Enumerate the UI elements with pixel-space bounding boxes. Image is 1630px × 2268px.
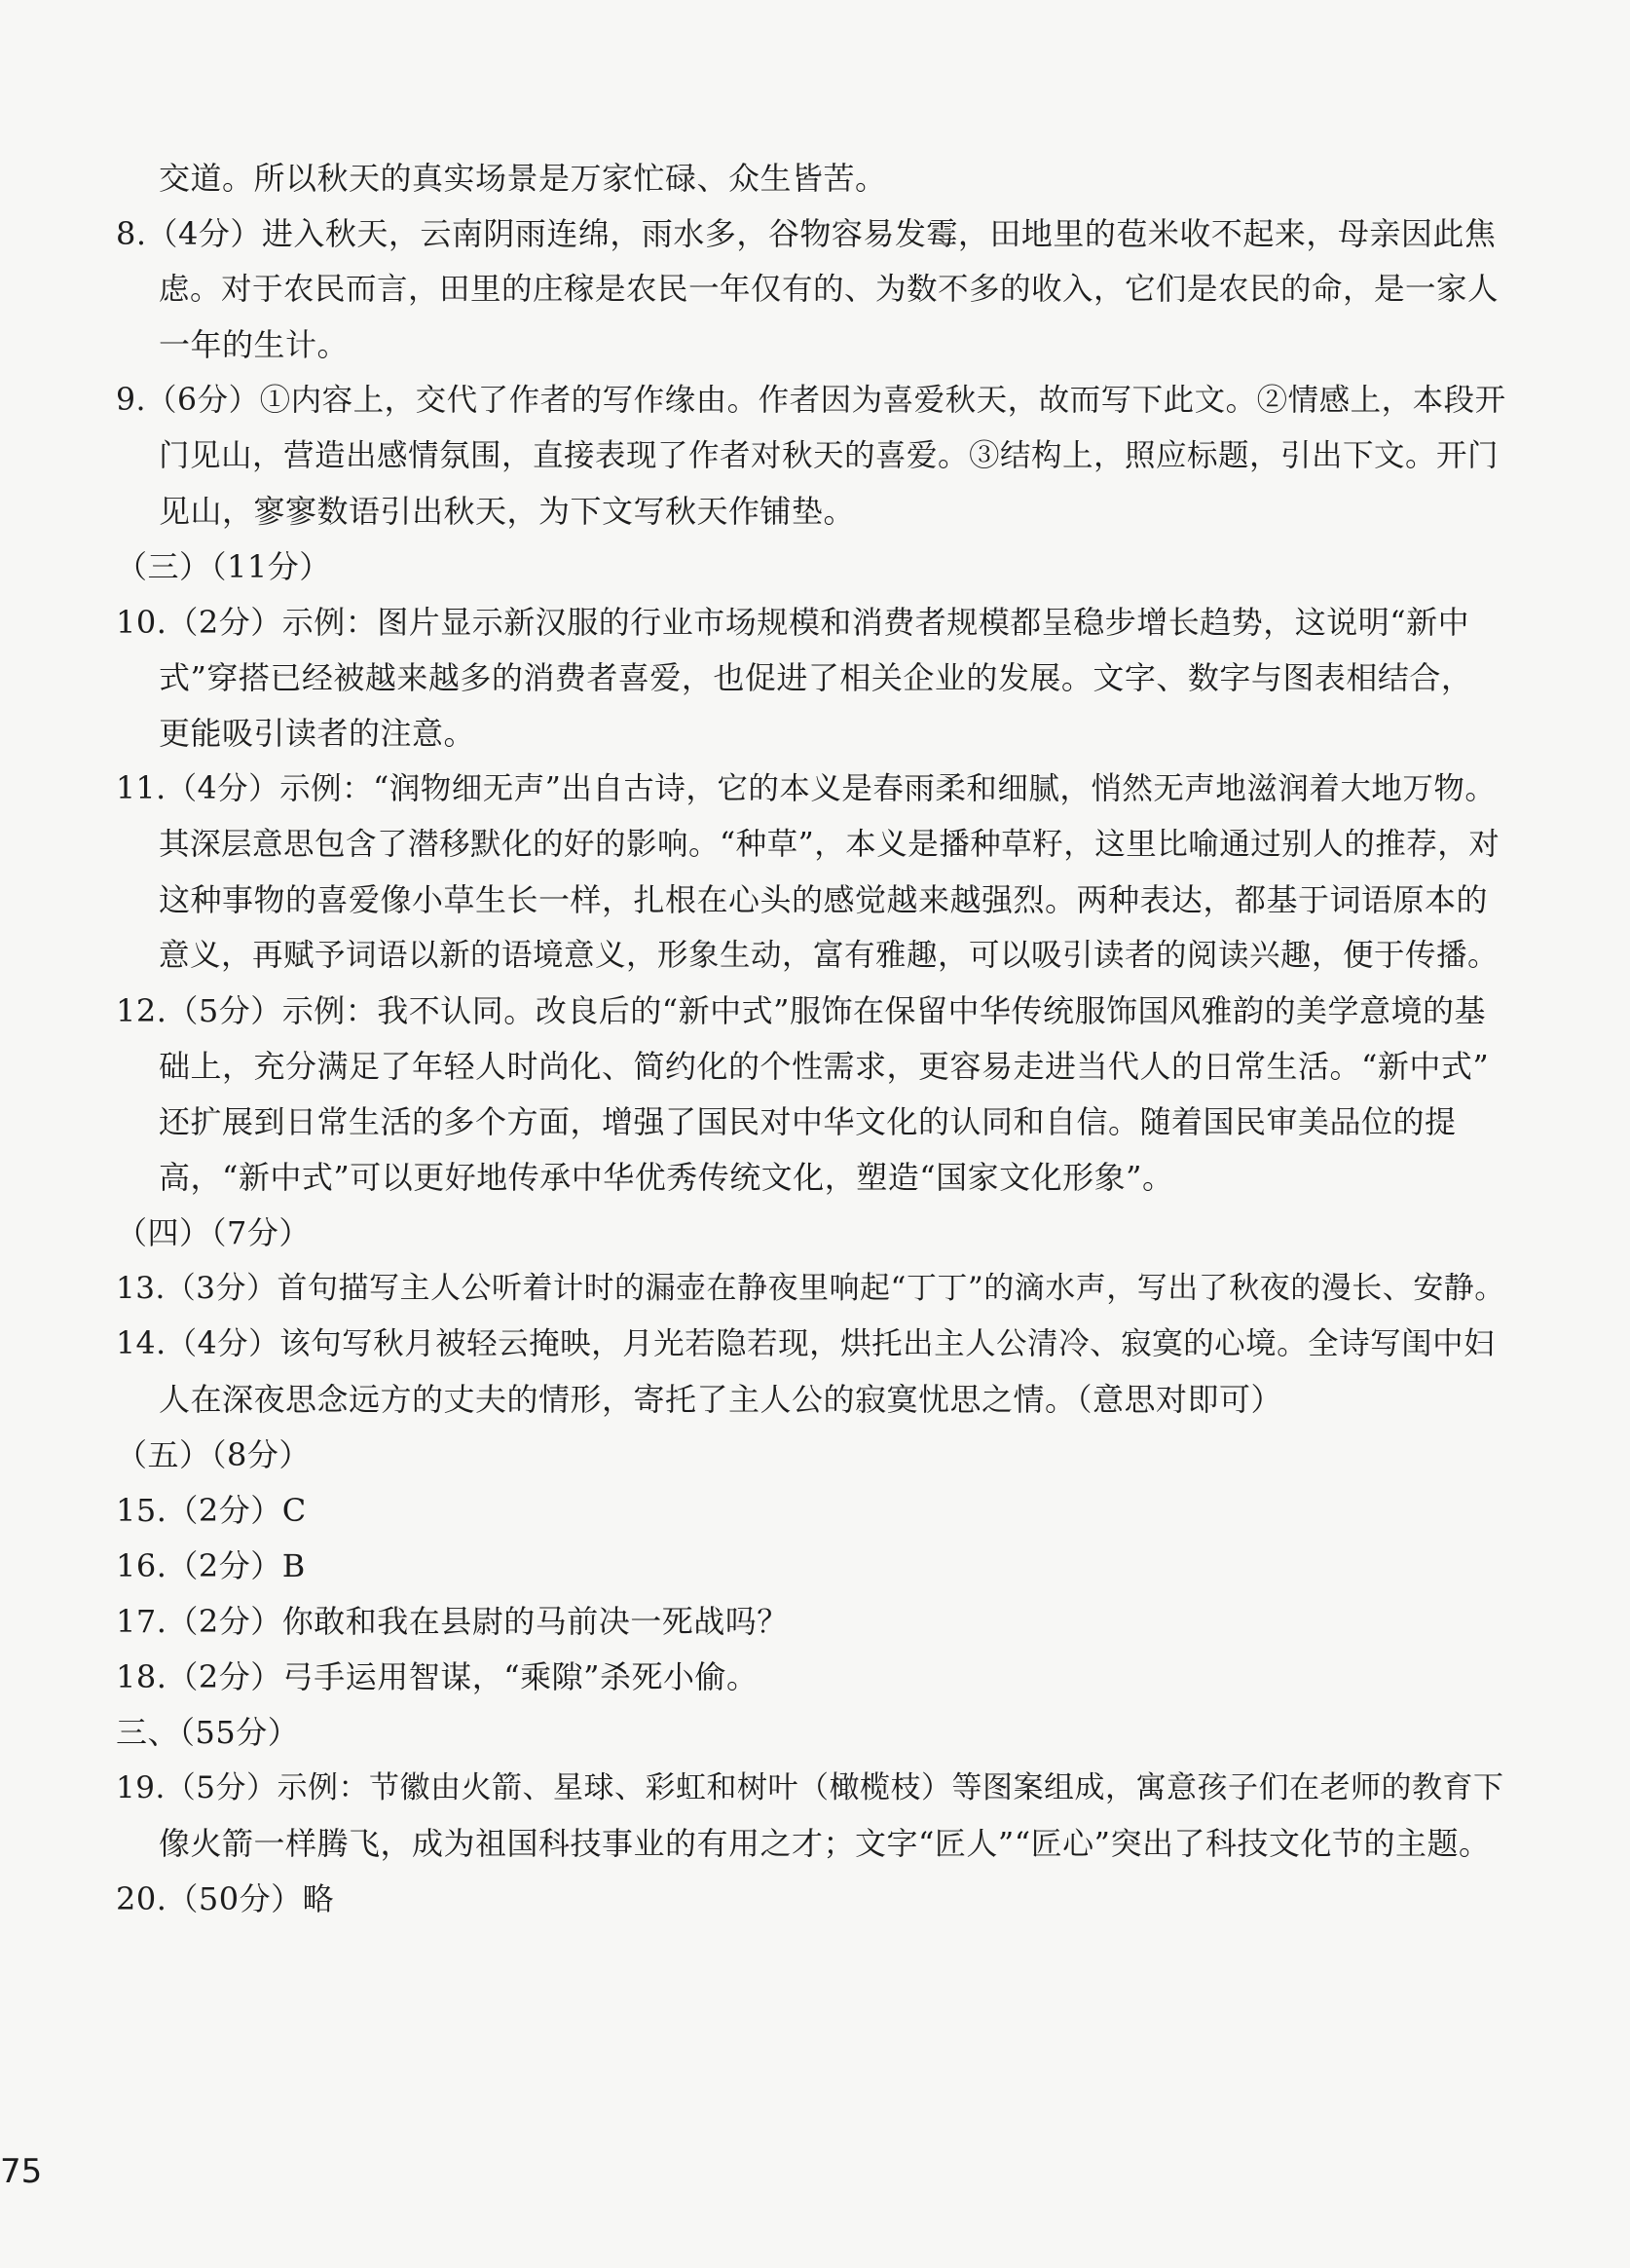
text-line: 像火箭一样腾飞，成为祖国科技事业的有用之才；文字“匠人”“匠心”突出了科技文化节的主题。 [159,1825,1491,1862]
text-line: 还扩展到日常生活的多个方面，增强了国民对中华文化的认同和自信。随着国民审美品位的提 [159,1103,1457,1140]
text-line: 门见山，营造出感情氛围，直接表现了作者对秋天的喜爱。③结构上，照应标题，引出下文。开门 [159,438,1500,473]
text-line: 16.（2分）B [116,1547,306,1584]
text-line: 虑。对于农民而言，田里的庄稼是农民一年仅有的、为数不多的收入，它们是农民的命，是一家人 [159,272,1500,307]
text-line: 更能吸引读者的注意。 [159,715,476,752]
text-line: 一年的生计。 [159,326,350,363]
section-heading: （五）（8分） [116,1436,311,1473]
text-line: 交道。所以秋天的真实场景是万家忙碌、众生皆苦。 [159,160,887,197]
text-line: 础上，充分满足了年轻人时尚化、简约化的个性需求，更容易走进当代人的日常生活。“新中式” [159,1048,1490,1085]
text-line: 18.（2分）弓手运用智谋，“乘隙”杀死小偷。 [116,1658,759,1695]
text-line: 10.（2分）示例：图片显示新汉服的行业市场规模和消费者规模都呈稳步增长趋势，这说明“新中 [116,604,1470,641]
page-number: 75 [0,2152,43,2191]
text-line: 人在深夜思念远方的丈夫的情形，寄托了主人公的寂寞忧思之情。（意思对即可） [159,1381,1283,1418]
text-line: 意义，再赋予词语以新的语境意义，形象生动，富有雅趣，可以吸引读者的阅读兴趣，便于传播。 [159,938,1500,973]
text-line: 17.（2分）你敢和我在县尉的马前决一死战吗？ [116,1603,789,1640]
text-line: 8.（4分）进入秋天，云南阴雨连绵，雨水多，谷物容易发霉，田地里的苞米收不起来，母亲因此焦 [116,215,1497,252]
text-line: 12.（5分）示例：我不认同。改良后的“新中式”服饰在保留中华传统服饰国风雅韵的美学意境的基 [116,992,1486,1029]
section-heading: 三、（55分） [116,1714,300,1751]
text-line: 11.（4分）示例：“润物细无声”出自古诗，它的本义是春雨柔和细腻，悄然无声地滋润着大地万物。 [116,771,1497,806]
text-line: 高，“新中式”可以更好地传承中华优秀传统文化，塑造“国家文化形象”。 [159,1159,1174,1196]
text-line: 式”穿搭已经被越来越多的消费者喜爱，也促进了相关企业的发展。文字、数字与图表相结合， [159,659,1473,696]
text-line: 15.（2分）C [116,1492,307,1529]
section-heading: （四）（7分） [116,1214,311,1251]
section-heading: （三）（11分） [116,548,331,585]
text-line: 14.（4分）该句写秋月被轻云掩映，月光若隐若现，烘托出主人公清冷、寂寞的心境。全诗写闺中妇 [116,1326,1496,1361]
text-line: 13.（3分）首句描写主人公听着计时的漏壶在静夜里响起“丁丁”的滴水声，写出了秋夜的漫长、安静。 [116,1271,1505,1306]
text-line: 见山，寥寥数语引出秋天，为下文写秋天作铺垫。 [159,493,856,530]
text-line: 其深层意思包含了潜移默化的好的影响。“种草”，本义是播种草籽，这里比喻通过别人的推荐，对 [159,827,1500,862]
text-line: 这种事物的喜爱像小草生长一样，扎根在心头的感觉越来越强烈。两种表达，都基于词语原本的 [159,881,1489,918]
text-line: 19.（5分）示例：节徽由火箭、星球、彩虹和树叶（橄榄枝）等图案组成，寓意孩子们在老师的教育下 [116,1770,1504,1805]
text-line: 20.（50分）略 [116,1880,335,1917]
text-line: 9.（6分）①内容上，交代了作者的写作缘由。作者因为喜爱秋天，故而写下此文。②情感上，本段开 [116,383,1506,418]
